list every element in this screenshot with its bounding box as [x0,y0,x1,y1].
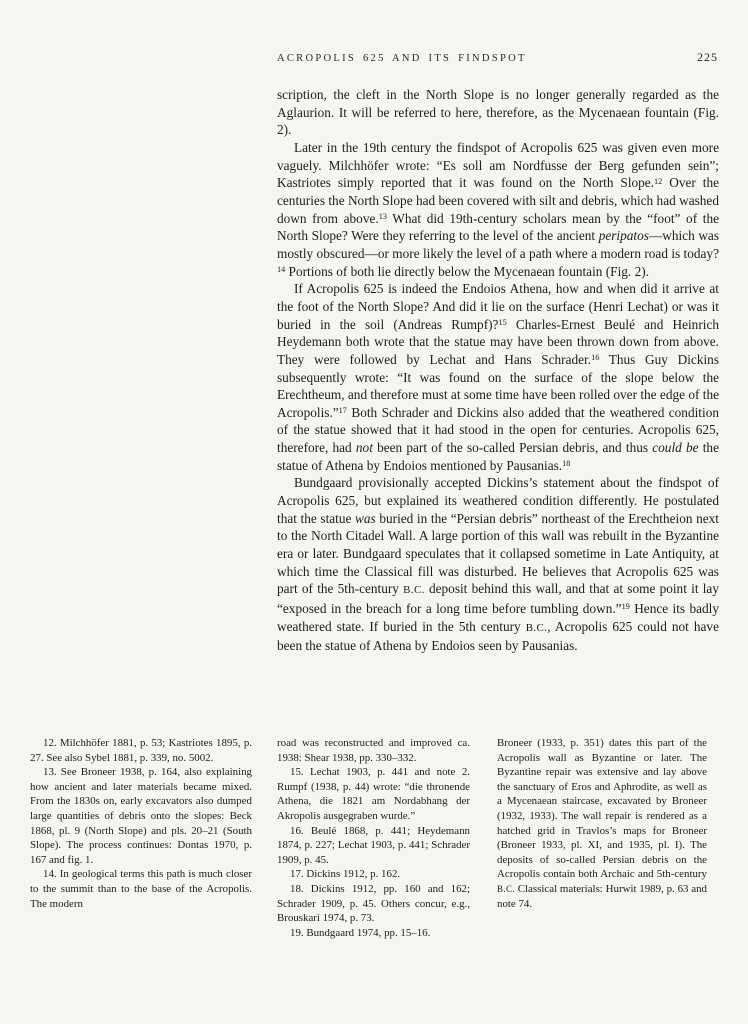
text-run: Both Schrader and Dickins also added that the weathered condition of the statue showed that it had stood in the open for centuries. Acropolis 625, therefore, had [277,404,719,456]
italic-text: not [355,440,373,456]
text-run: Over the centuries the North Slope had been covered with silt and debris, which had washed down from above. [277,175,719,226]
footnote-ref: 13 [378,211,387,221]
text-run: road was reconstructed and improved ca. 1938: Shear 1938, pp. 330–332. [277,737,470,764]
footnote-ref: 19 [621,602,630,612]
running-title: ACROPOLIS 625 AND ITS FINDSPOT [277,53,527,64]
italic-text: was [355,510,376,526]
text-run: the statue of Athena by Endoios mentioned by Pausanias. [277,440,719,473]
text-run: —which was mostly obscured—or more likely the level of a path where a modern road is today? [277,228,719,261]
paragraph [277,824,470,868]
paragraph [277,926,470,941]
text-run: 14. In geological terms this path is much closer to the summit than to the base of the Acropolis. The modern [30,868,252,910]
small-caps-text: B.C. [497,883,515,894]
paragraph [277,280,719,474]
paragraph [497,736,707,911]
footnotes-section [30,736,720,940]
footnote-ref: 18 [562,459,571,469]
footnote-ref: 12 [654,176,663,186]
footnote-ref: 17 [338,406,347,416]
main-text [277,86,719,655]
text-run: Thus Guy Dickins subsequently wrote: “It was found on the surface of the slope below the Erechtheum, and therefore must at some time have been rolled over the edge of the Acropolis.” [277,351,719,420]
footnote-column-3 [497,736,707,940]
text-run: 17. Dickins 1912, p. 162. [290,868,401,881]
text-run: buried in the “Persian debris” northeast of the Erechtheion next to the North Citadel Wall. A large portion of this wall was rebuilt in the Byzantine era or later. Bundgaard speculates that it collapsed sometime in Late Antiquity, at which time the Classical fill was disturbed. He believes that Acropolis 625 was part of the 5th-century [277,510,720,597]
text-run: 16. Beulé 1868, p. 441; Heydemann 1874, p. 227; Lechat 1903, p. 441; Schrader 1909, p. 45. [277,824,470,866]
text-run: 19. Bundgaard 1974, pp. 15–16. [290,926,431,939]
text-run: Broneer (1933, p. 351) dates this part of the Acropolis wall as Byzantine or later. The Byzantine repair was extensive and lay above the sanctuary of Eros and Aphrodite, as well as a Mycenaean staircase, excavated by Broneer (1932, 1933). The wall repair is rendered as a hatched grid in Travlos’s maps for Broneer (Broneer 1933, pl. XI, and 1935, pl. I). The deposits of so-called Persian debris on the Acropolis contain both Archaic and 5th-century [497,737,707,881]
footnote-column-1 [30,736,252,940]
text-run: Hence its badly weathered state. If buried in the 5th century [277,601,719,634]
text-run: 13. See Broneer 1938, p. 164, also explaining how ancient and later materials became mixed. From the 1830s on, early excavators also dumped large quantities of debris onto the slopes: Beck 1868, pl. 9 (North Slope) and pls. 20–21 (South Slope). The process continues: Dontas 1970, p. 167 and fig. 1. [30,766,252,866]
footnote-ref: 14 [277,264,286,274]
text-run: scription, the cleft in the North Slope is no longer generally regarded as the Aglaurion. It will be referred to here, therefore, as the Mycenaean fountain (Fig. 2). [277,87,719,138]
running-header [277,50,718,65]
paragraph [30,736,252,765]
paragraph [277,86,719,139]
text-run: Portions of both lie directly below the Mycenaean fountain (Fig. 2). [285,263,649,279]
text-run: 15. Lechat 1903, p. 441 and note 2. Rumpf (1938, p. 44) wrote: “die thronende Athena, die 1821 am Nordabhang der Akropolis ausgegraben wurde.” [277,766,470,822]
page-number: 225 [697,50,718,64]
text-run: , Acropolis 625 could not have been the statue of Athena by Endoios seen by Pausanias. [277,618,719,654]
text-run: 12. Milchhöfer 1881, p. 53; Kastriotes 1895, p. 27. See also Sybel 1881, p. 339, no. 5002. [30,737,252,764]
small-caps-text: B.C. [525,621,548,634]
footnote-ref: 15 [498,317,507,327]
paragraph [277,765,470,823]
footnote-ref: 16 [591,353,600,363]
text-run: Charles-Ernest Beulé and Heinrich Heydemann both wrote that the statue may have been thrown down from above. They were followed by Lechat and Hans Schrader. [277,316,720,367]
paragraph [30,765,252,867]
text-run: What did 19th-century scholars mean by the “foot” of the North Slope? Were they referring to the level of the ancient [277,210,719,244]
text-run: deposit behind this wall, and that at some point it lay “exposed in the breach for a long time before tumbling down.” [277,581,719,617]
small-caps-text: B.C. [403,584,425,597]
text-run: been part of the so-called Persian debris, and thus [372,440,653,456]
paragraph [277,736,470,765]
italic-text: peripatos [598,228,649,244]
paragraph [30,867,252,911]
paragraph [277,139,719,280]
paragraph [277,867,470,882]
text-run: Classical materials: Hurwit 1989, p. 63 and note 74. [497,882,707,910]
footnote-column-2 [277,736,470,940]
text-run: Later in the 19th century the findspot of Acropolis 625 was given even more vaguely. Milchhöfer wrote: “Es soll am Nordfusse der Berg gefunden sein”; Kastriotes simply reported that it was found on the North Slope. [277,139,719,191]
italic-text: could be [652,440,699,456]
paragraph [277,882,470,926]
text-run: If Acropolis 625 is indeed the Endoios Athena, how and when did it arrive at the foot of the North Slope? And did it lie on the surface (Henri Lechat) or was it buried in the soil (Andreas Rumpf)? [277,281,719,332]
paragraph [277,474,719,655]
text-run: 18. Dickins 1912, pp. 160 and 162; Schrader 1909, p. 45. Others concur, e.g., Brouskari 1974, p. 73. [277,882,470,925]
text-run: Bundgaard provisionally accepted Dickins’s statement about the findspot of Acropolis 625, but explained its weathered condition differently. He postulated that the statue [277,475,719,526]
